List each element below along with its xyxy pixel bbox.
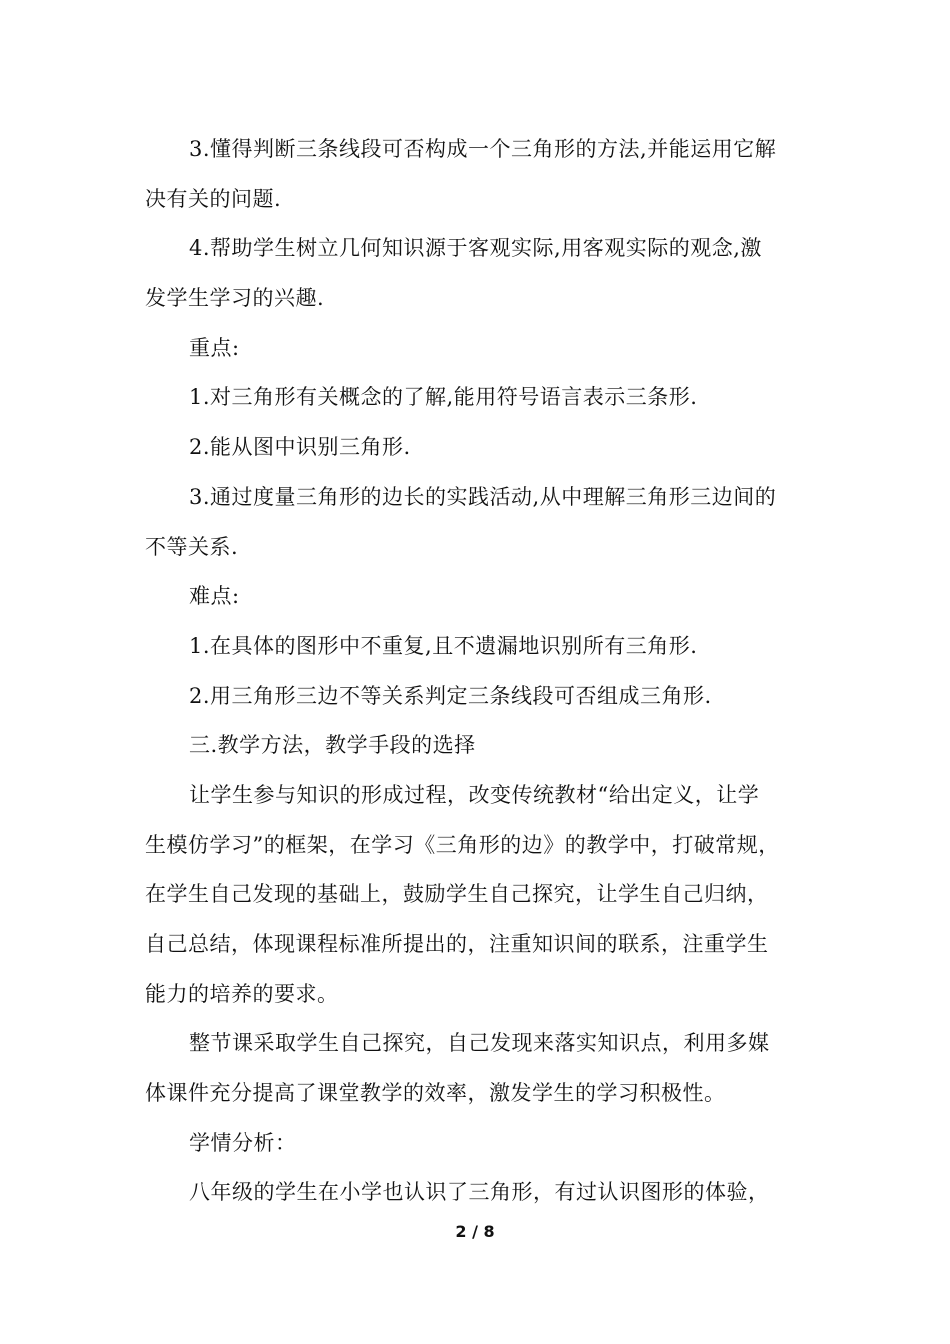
difficulty-item: 2.用三角形三边不等关系判定三条线段可否组成三角形. <box>189 684 712 708</box>
paragraph-line: 发学生学习的兴趣. <box>145 286 325 310</box>
paragraph-line: 4.帮助学生树立几何知识源于客观实际,用客观实际的观念,激 <box>189 236 762 260</box>
paragraph-line: 决有关的问题. <box>145 187 282 211</box>
paragraph-line: 让学生参与知识的形成过程，改变传统教材“给出定义，让学 <box>189 783 760 807</box>
paragraph-line: 3.懂得判断三条线段可否构成一个三角形的方法,并能运用它解 <box>189 137 777 161</box>
key-points-heading: 重点: <box>189 336 240 360</box>
key-point-item-continued: 不等关系. <box>145 535 239 559</box>
paragraph-line: 体课件充分提高了课堂教学的效率，激发学生的学习积极性。 <box>145 1081 726 1105</box>
paragraph-line: 整节课采取学生自己探究，自己发现来落实知识点，利用多媒 <box>189 1031 770 1055</box>
section-heading: 三.教学方法，教学手段的选择 <box>189 733 476 757</box>
key-point-item: 1.对三角形有关概念的了解,能用符号语言表示三条形. <box>189 385 698 409</box>
paragraph-line: 生模仿学习”的框架，在学习《三角形的边》的教学中，打破常规， <box>145 833 780 857</box>
analysis-heading: 学情分析： <box>189 1131 297 1155</box>
key-point-item: 2.能从图中识别三角形. <box>189 435 411 459</box>
paragraph-line: 在学生自己发现的基础上，鼓励学生自己探究，让学生自己归纳， <box>145 882 769 906</box>
page-number: 2 / 8 <box>455 1222 495 1241</box>
paragraph-line: 自己总结，体现课程标准所提出的，注重知识间的联系，注重学生 <box>145 932 769 956</box>
difficulties-heading: 难点: <box>189 584 240 608</box>
difficulty-item: 1.在具体的图形中不重复,且不遗漏地识别所有三角形. <box>189 634 698 658</box>
paragraph-line: 能力的培养的要求。 <box>145 982 339 1006</box>
key-point-item: 3.通过度量三角形的边长的实践活动,从中理解三角形三边间的 <box>189 485 777 509</box>
paragraph-line: 八年级的学生在小学也认识了三角形，有过认识图形的体验， <box>189 1180 770 1204</box>
